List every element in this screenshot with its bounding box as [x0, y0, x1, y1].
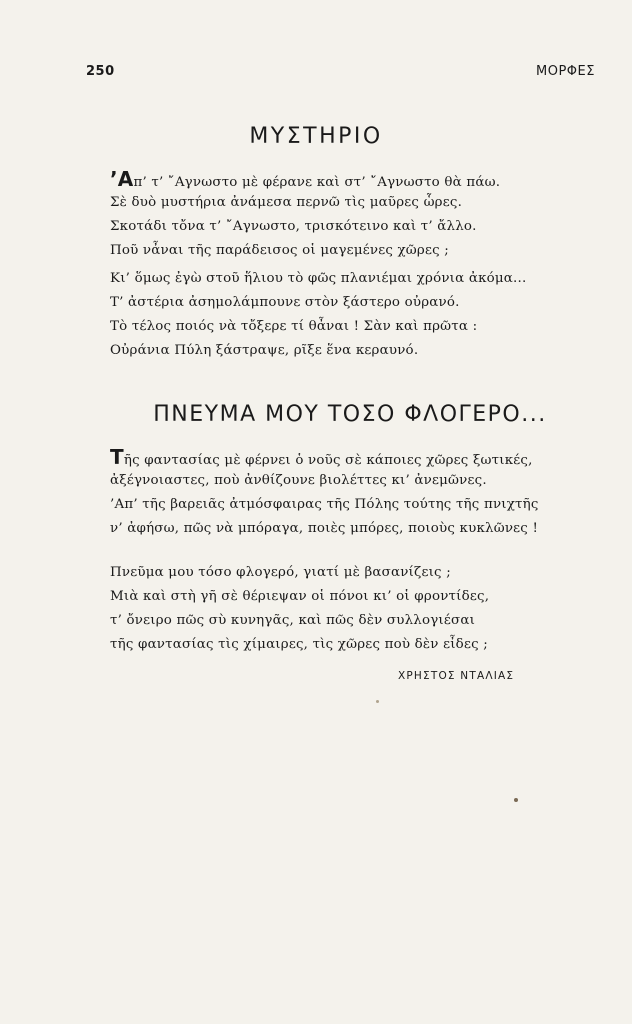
poem-title-mystirio: ΜΥΣΤΗΡΙΟ [249, 124, 383, 149]
drop-cap: Τ [110, 445, 124, 469]
poem2-line-3: ’Απ’ τῆς βαρειᾶς ἀτμόσφαιρας τῆς Πόλης τούτης τῆς πνιχτῆς [110, 497, 539, 512]
poem1-line-1 [110, 168, 500, 192]
author-signature: ΧΡΗΣΤΟΣ ΝΤΑΛΙΑΣ [398, 670, 515, 682]
poem-title-pneuma: ΠΝΕΥΜΑ ΜΟΥ ΤΟΣΟ ΦΛΟΓΕΡΟ... [153, 402, 547, 427]
poem1-line-1-text: π’ τ’ ῎Αγνωστο μὲ φέρανε καὶ στ’ ῎Αγνωστο θὰ πάω. [133, 175, 501, 190]
poem2-stanza-1 [110, 446, 539, 542]
poem1-line-4: Ποῦ νἆναι τῆς παράδεισος οἱ μαγεμένες χῶρες ; [110, 243, 449, 258]
poem2-line-1-text: ῆς φαντασίας μὲ φέρνει ὁ νοῦς σὲ κάποιες χῶρες ξωτικές, [123, 453, 533, 468]
poem2-line-4: ν’ ἀφήσω, πῶς νὰ μπόραγα, ποιὲς μπόρες, ποιοὺς κυκλῶνες ! [110, 521, 539, 536]
poem2-line-1 [110, 446, 539, 470]
poem1-line-6: Τ’ ἀστέρια ἀσημολάμπουνε στὸν ξάστερο οὐρανό. [110, 295, 460, 310]
poem2-line-7: τ’ ὄνειρο πῶς σὺ κυνηγᾶς, καὶ πῶς δὲν συλλογιέσαι [110, 613, 476, 628]
poem2-line-8: τῆς φαντασίας τὶς χίμαιρες, τὶς χῶρες ποὺ δὲν εἶδες ; [110, 637, 488, 652]
poem1-stanza-1 [110, 168, 500, 264]
poem1-line-2: Σὲ δυὸ μυστήρια ἀνάμεσα περνῶ τὶς μαῦρες ὧρες. [110, 195, 463, 210]
poem1-stanza-2 [110, 268, 526, 364]
poem1-line-5: Κι’ ὅμως ἐγὼ στοῦ ἥλιου τὸ φῶς πλανιέμαι χρόνια ἀκόμα... [110, 271, 527, 286]
running-head: ΜΟΡΦΕΣ [536, 64, 595, 79]
drop-cap: ’Α [110, 167, 134, 191]
poem2-line-5: Πνεῦμα μου τόσο φλογερό, γιατί μὲ βασανίζεις ; [110, 565, 451, 580]
poem1-line-3: Σκοτάδι τὄνα τ’ ῎Αγνωστο, τρισκότεινο καὶ τ’ ἄλλο. [110, 219, 477, 234]
poem2-line-6: Μιὰ καὶ στὴ γῆ σὲ θέριεψαν οἱ πόνοι κι’ οἱ φροντίδες, [110, 589, 490, 604]
poem1-line-7: Τὸ τέλος ποιός νὰ τὄξερε τί θἆναι ! Σὰν καὶ πρῶτα : [110, 319, 478, 334]
paper-speck [376, 700, 379, 703]
paper-speck [514, 798, 518, 802]
poem1-line-8: Οὐράνια Πύλη ξάστραψε, ρῖξε ἕνα κεραυνό. [110, 343, 419, 358]
page-number: 250 [86, 64, 115, 79]
poem2-stanza-2 [110, 562, 489, 658]
poem2-line-2: ἀξέγνοιαστες, ποὺ ἀνθίζουνε βιολέττες κι’ ἀνεμῶνες. [110, 473, 487, 488]
